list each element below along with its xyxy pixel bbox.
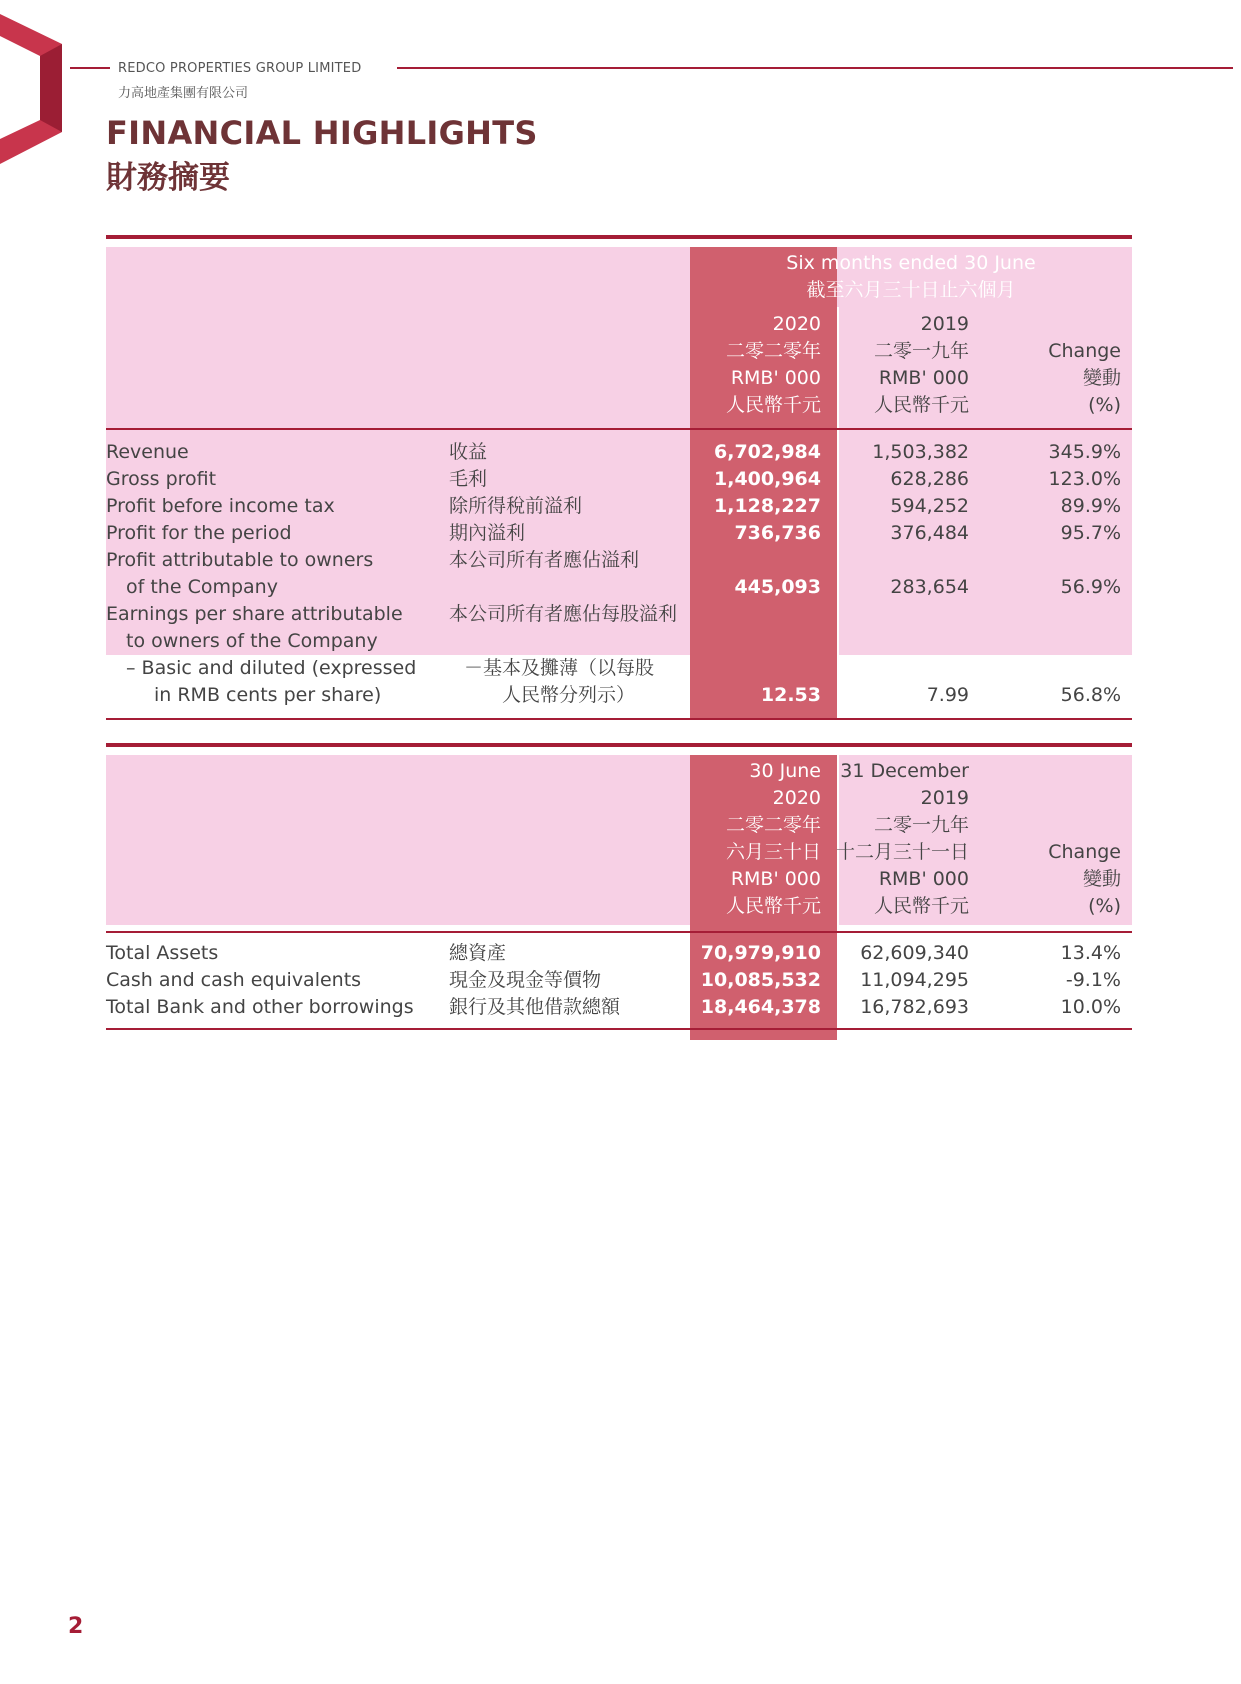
row-label-en: Profit before income tax <box>106 495 335 517</box>
row-value-change: -9.1% <box>1065 969 1121 991</box>
row-value-change: 95.7% <box>1060 522 1121 544</box>
col-prior-year-zh: 二零一九年 <box>873 340 969 362</box>
row-value-current: 12.53 <box>760 684 821 706</box>
row-value-prior: 62,609,340 <box>860 942 969 964</box>
row-value-change: 56.9% <box>1060 576 1121 598</box>
col-current-unit-zh: 人民幣千元 <box>725 394 821 416</box>
row-label-en: Profit for the period <box>106 522 292 544</box>
col-current-unit: RMB' 000 <box>730 868 821 890</box>
row-label-zh: 銀行及其他借款總額 <box>449 996 621 1018</box>
row-value-change: 10.0% <box>1060 996 1121 1018</box>
col-change-header: Change <box>1048 841 1121 863</box>
page-number: 2 <box>68 1614 84 1639</box>
row-label-zh: 現金及現金等價物 <box>449 969 602 991</box>
col-change-unit: (%) <box>1088 394 1121 416</box>
row-value-current: 6,702,984 <box>714 441 821 463</box>
col-prior-year-zh: 二零一九年 <box>873 814 969 836</box>
row-label-en: Revenue <box>106 441 189 463</box>
header-bottom-rule <box>106 428 1132 430</box>
row-value-change: 13.4% <box>1060 942 1121 964</box>
row-label-zh-sub-cont: 人民幣分列示） <box>502 684 636 706</box>
row-value-prior: 1,503,382 <box>872 441 969 463</box>
row-label-en: Total Bank and other borrowings <box>106 996 414 1018</box>
table-bottom-rule <box>106 1028 1132 1030</box>
col-current-unit: RMB' 000 <box>730 367 821 389</box>
company-name-zh: 力高地產集團有限公司 <box>118 86 249 101</box>
page-title-en: FINANCIAL HIGHLIGHTS <box>106 114 538 152</box>
col-prior-year: 2019 <box>920 787 969 809</box>
row-value-current: 1,400,964 <box>714 468 821 490</box>
row-value-current: 445,093 <box>734 576 821 598</box>
row-value-prior: 16,782,693 <box>860 996 969 1018</box>
row-value-prior: 376,484 <box>890 522 969 544</box>
col-current-date-zh: 六月三十日 <box>725 841 821 863</box>
col-prior-date-zh: 十二月三十一日 <box>835 841 969 863</box>
col-change-header-zh: 變動 <box>1082 868 1121 890</box>
row-value-current: 18,464,378 <box>700 996 821 1018</box>
col-current-year: 2020 <box>772 313 821 335</box>
row-label-zh: 毛利 <box>449 468 488 490</box>
row-label-en-sub: – Basic and diluted (expressed <box>126 657 417 679</box>
col-change-unit: (%) <box>1088 895 1121 917</box>
col-current-year-zh: 二零二零年 <box>725 814 821 836</box>
col-change-header: Change <box>1048 340 1121 362</box>
row-value-current: 1,128,227 <box>714 495 821 517</box>
header-rule-right <box>397 67 1233 69</box>
col-prior-unit-zh: 人民幣千元 <box>873 394 969 416</box>
row-label-en: Profit attributable to owners <box>106 549 374 571</box>
row-label-zh: 本公司所有者應佔溢利 <box>449 549 640 571</box>
col-prior-unit: RMB' 000 <box>878 868 969 890</box>
row-value-prior: 628,286 <box>890 468 969 490</box>
col-current-year: 2020 <box>772 787 821 809</box>
row-label-zh: 收益 <box>449 441 488 463</box>
row-value-change: 56.8% <box>1060 684 1121 706</box>
row-label-en: Cash and cash equivalents <box>106 969 362 991</box>
company-logo-mark <box>0 14 62 164</box>
row-label-zh: 期內溢利 <box>449 522 526 544</box>
header-rule-left <box>70 67 110 69</box>
row-value-prior: 283,654 <box>890 576 969 598</box>
page-title-zh: 財務摘要 <box>106 160 230 196</box>
income-highlights-table <box>106 235 1132 720</box>
table-bottom-rule <box>106 718 1132 720</box>
col-prior-unit-zh: 人民幣千元 <box>873 895 969 917</box>
row-value-current: 10,085,532 <box>700 969 821 991</box>
col-prior-year: 2019 <box>920 313 969 335</box>
row-label-zh: 總資產 <box>449 942 507 964</box>
row-value-change: 89.9% <box>1060 495 1121 517</box>
row-label-zh-sub: －基本及攤薄（以每股 <box>464 657 655 679</box>
table-top-rule <box>106 235 1132 239</box>
company-name-en: REDCO PROPERTIES GROUP LIMITED <box>118 61 362 76</box>
col-current-unit-zh: 人民幣千元 <box>725 895 821 917</box>
row-value-prior: 7.99 <box>926 684 969 706</box>
period-band-title-zh: 截至六月三十日止六個月 <box>806 279 1016 301</box>
table-top-rule <box>106 743 1132 747</box>
row-value-change: 123.0% <box>1048 468 1121 490</box>
balance-highlights-table <box>106 743 1132 1033</box>
row-label-en: Total Assets <box>106 942 219 964</box>
col-prior-unit: RMB' 000 <box>878 367 969 389</box>
col-current-date: 30 June <box>749 760 821 782</box>
col-current-year-zh: 二零二零年 <box>725 340 821 362</box>
row-value-current: 736,736 <box>734 522 821 544</box>
row-label-en: Gross profit <box>106 468 217 490</box>
row-label-en-cont: to owners of the Company <box>126 630 378 652</box>
row-value-prior: 11,094,295 <box>860 969 969 991</box>
row-value-change: 345.9% <box>1048 441 1121 463</box>
row-label-en-cont: of the Company <box>126 576 278 598</box>
row-label-en-sub-cont: in RMB cents per share) <box>154 684 382 706</box>
row-label-en: Earnings per share attributable <box>106 603 403 625</box>
period-band-title-en: Six months ended 30 June <box>786 252 1036 274</box>
col-prior-date: 31 December <box>840 760 969 782</box>
col-change-header-zh: 變動 <box>1082 367 1121 389</box>
row-label-zh: 本公司所有者應佔每股溢利 <box>449 603 678 625</box>
row-label-zh: 除所得稅前溢利 <box>449 495 583 517</box>
row-value-prior: 594,252 <box>890 495 969 517</box>
header-bottom-rule <box>106 931 1132 933</box>
row-value-current: 70,979,910 <box>700 942 821 964</box>
